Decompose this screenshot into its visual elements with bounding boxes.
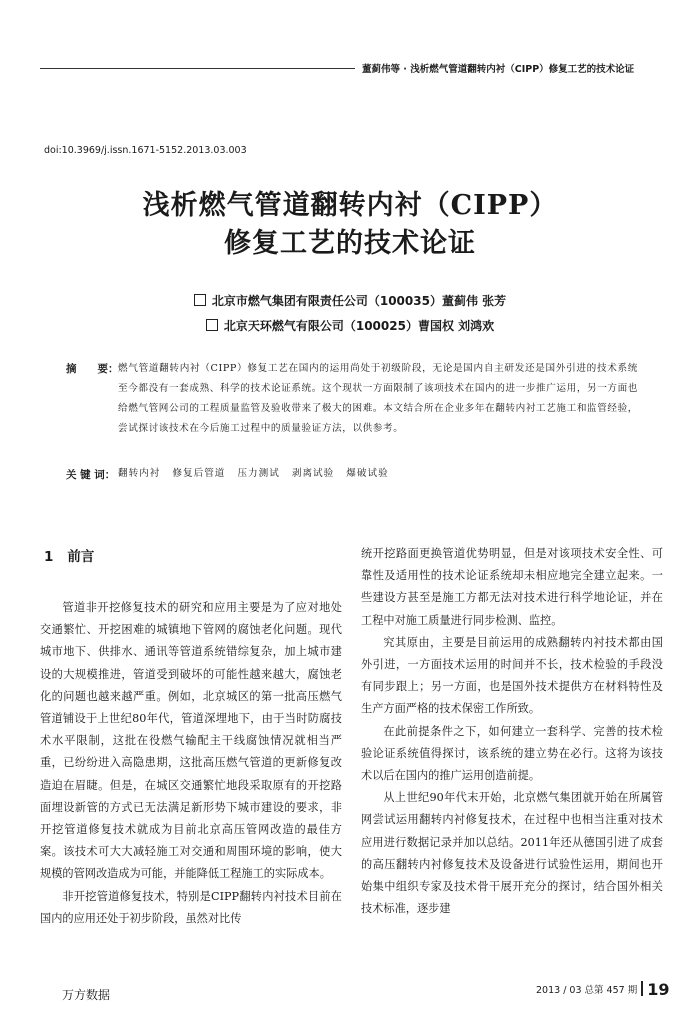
footer-divider xyxy=(641,981,643,996)
page-title-line-2: 修复工艺的技术论证 xyxy=(224,228,476,259)
body-left-column xyxy=(40,597,342,930)
section-heading xyxy=(44,545,108,565)
page-number: 19 xyxy=(647,980,670,999)
abstract-label: 摘 要： xyxy=(66,363,119,375)
body-right-column xyxy=(361,543,663,920)
header-rule xyxy=(40,68,355,69)
paragraph: 统开挖路面更换管道优势明显，但是对该项技术安全性、可靠性及适用性的技术论证系统却未相应地完全建立起来。一些建设方甚至是施工方都无法对技术进行科学地论证，并在工程中对施工质量进行同步检测、监控。 xyxy=(361,547,663,627)
section-title: 前言 xyxy=(67,549,95,565)
page-title-line-1: 浅析燃气管道翻转内衬（CIPP） xyxy=(142,190,558,221)
author-line-1-text: 北京市燃气集团有限责任公司（100035）董蓟伟 张芳 xyxy=(211,294,507,308)
abstract-text: 燃气管道翻转内衬（CIPP）修复工艺在国内的运用尚处于初级阶段，无论是国内自主研发还是国外引进的技术系统至今都没有一套成熟、科学的技术论证系统。这个现状一方面限制了该项技术在国内的进一步推广运用，另一方面也给燃气管网公司的工程质量监管及验收带来了极大的困难。本文结合所在企业多年在翻转内衬工艺施工和监管经验，尝试探讨该技术在今后施工过程中的质量验证方法，以供参考。 xyxy=(118,363,638,434)
section-number: 1 xyxy=(44,549,54,565)
paragraph: 非开挖管道修复技术，特别是CIPP翻转内衬技术目前在国内的应用还处于初步阶段，虽然对比传 xyxy=(40,889,342,925)
running-header: 董蓟伟等 · 浅析燃气管道翻转内衬（CIPP）修复工艺的技术论证 xyxy=(362,64,635,75)
author-line-2-text: 北京天环燃气有限公司（100025）曹国权 刘鸿欢 xyxy=(223,319,495,333)
author-line-1 xyxy=(0,292,700,309)
paragraph: 从上世纪90年代末开始，北京燃气集团就开始在所属管网尝试运用翻转内衬修复技术，在过程中也相当注重对技术应用进行数据记录并加以总结。2011年还从德国引进了成套的高压翻转内衬修复技术及设备进行试验性运用，期间也开始集中组织专家及技术骨干展开充分的探讨，结合国外相关技术标准，逐步建 xyxy=(361,791,663,916)
paragraph: 究其原由，主要是目前运用的成熟翻转内衬技术都由国外引进，一方面技术运用的时间并不长，技术检验的手段没有同步跟上；另一方面，也是国外技术提供方在材料特性及生产方面严格的技术保密工作所致。 xyxy=(361,635,663,716)
doi[interactable]: doi:10.3969/j.issn.1671-5152.2013.03.003 xyxy=(44,145,247,156)
keywords-label: 关 键 词： xyxy=(66,469,116,481)
footer-issue-text: 2013 / 03 总第 457 期 xyxy=(536,985,638,996)
square-bullet-icon xyxy=(194,294,206,306)
author-line-2 xyxy=(0,317,700,334)
footer-issue xyxy=(536,980,669,999)
footer-source: 万方数据 xyxy=(62,988,111,1002)
paragraph: 管道非开挖修复技术的研究和应用主要是为了应对地处交通繁忙、开挖困难的城镇地下管网的腐蚀老化问题。现代城市地下、供排水、通讯等管道系统错综复杂，加上城市建设的大规模推进，管道受到破坏的可能性越来越大，腐蚀老化的问题也越来越严重。例如，北京城区的第一批高压燃气管道铺设于上世纪80年代，管道深埋地下，由于当时防腐技术水平限制，这批在役燃气输配主干线腐蚀情况就相当严重，已纷纷进入高隐患期，这批高压燃气管道的更新修复改造迫在眉睫。但是，在城区交通繁忙地段采取原有的开挖路面埋设新管的方式已无法满足新形势下城市建设的要求，非开挖管道修复技术就成为目前北京高压管网改造的最佳方案。该技术可大大减轻施工对交通和周围环境的影响，使大规模的管网改造成为可能，并能降低工程施工的实际成本。 xyxy=(40,601,342,881)
paragraph: 在此前提条件之下，如何建立一套科学、完善的技术检验论证系统值得探讨，该系统的建立势在必行。这将为该技术以后在国内的推广运用创造前提。 xyxy=(361,724,663,783)
square-bullet-icon xyxy=(206,319,218,331)
keywords-text: 翻转内衬 修复后管道 压力测试 剥离试验 爆破试验 xyxy=(118,468,389,479)
